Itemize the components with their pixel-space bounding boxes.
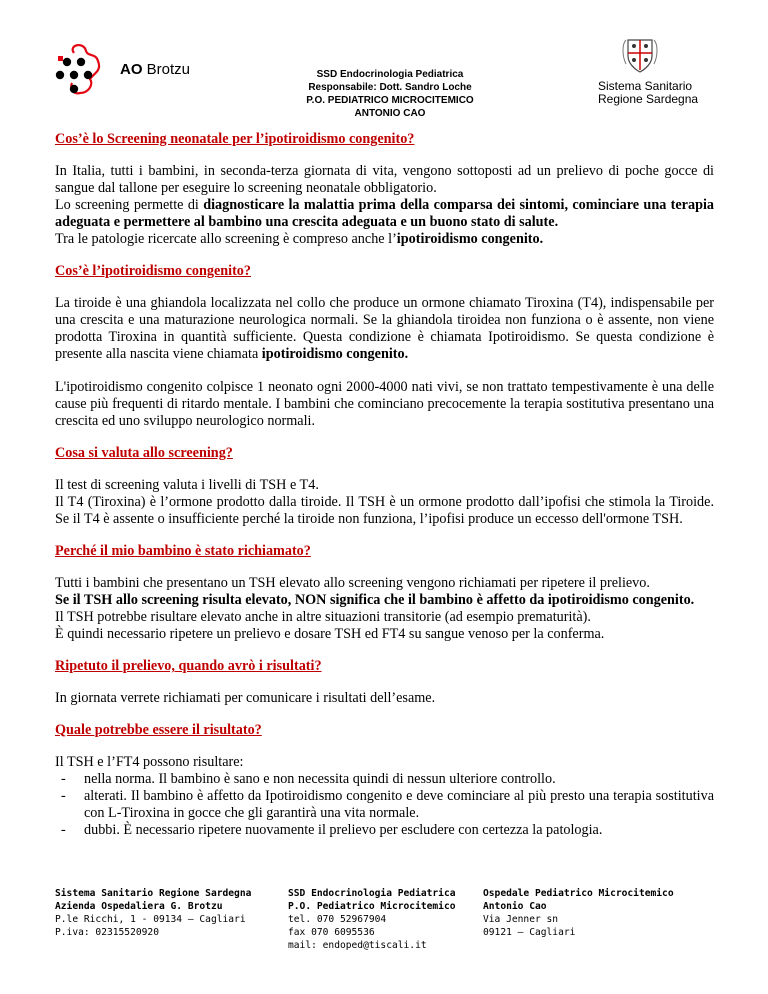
- paragraph: Lo screening permette di diagnosticare la malattia prima della comparsa dei sintomi, cominciare una terapia adeguata e permettere al bambino una crescita adeguata e un buono stato di salute.: [55, 197, 714, 230]
- regione-sardegna-logo: [590, 36, 710, 108]
- paragraph: Se il TSH allo screening risulta elevato, NON significa che il bambino è affetto da ipotiroidismo congenito.: [55, 592, 695, 608]
- header-center: [250, 68, 530, 120]
- brotzu-label: Brotzu: [146, 61, 191, 78]
- paragraph: In giornata verrete richiamati per comunicare i risultati dell’esame.: [55, 690, 436, 706]
- list-item: - alterati. Il bambino è affetto da Ipotiroidismo congenito e deve cominciare al più presto una terapia sostitutiva con L-Tiroxina in gocce che gli garantirà una vita normale.: [61, 788, 714, 821]
- ao-brotzu-label: [120, 61, 190, 78]
- list-item: - nella norma. Il bambino è sano e non necessita quindi di nessun ulteriore controllo.: [61, 771, 556, 787]
- paragraph: Il test di screening valuta i livelli di TSH e T4.: [55, 477, 319, 493]
- paragraph: In Italia, tutti i bambini, in seconda-terza giornata di vita, vengono sottoposti ad un prelievo di poche gocce di sangue dal tallone per eseguire lo screening neonatale obbligatorio.: [55, 163, 714, 196]
- paragraph: È quindi necessario ripetere un prelievo e dosare TSH ed FT4 su sangue venoso per la conferma.: [55, 626, 605, 642]
- section-title-risultati: Ripetuto il prelievo, quando avrò i risultati?: [55, 658, 322, 674]
- header-line-4: ANTONIO CAO: [354, 108, 426, 119]
- header-line-1: SSD Endocrinologia Pediatrica: [316, 69, 464, 80]
- paragraph: Tutti i bambini che presentano un TSH elevato allo screening vengono richiamati per ripetere il prelievo.: [55, 575, 650, 591]
- rs-line-1: Sistema Sanitario: [598, 79, 693, 93]
- paragraph: La tiroide è una ghiandola localizzata nel collo che produce un ormone chiamato Tiroxina (T4), indispensabile per una crescita e una maturazione neurologica normali. Se la ghiandola tiroidea non funziona o è assente, non viene prodotta Tiroxina in quantità sufficiente. Questa condizione è chiamata Ipotiroidismo. Se questa condizione è presente alla nascita viene chiamata ipotiroidismo congenito.: [55, 295, 714, 362]
- ao-brotzu-logo: [50, 43, 210, 103]
- list-item: - dubbi. È necessario ripetere nuovamente il prelievo per escludere con certezza la patologia.: [61, 822, 603, 838]
- header-line-2: Responsabile: Dott. Sandro Loche: [308, 82, 472, 93]
- paragraph: Il TSH potrebbe risultare elevato anche in altre situazioni transitorie (ad esempio prematurità).: [55, 609, 591, 625]
- footer-col-ssd: SSD Endocrinologia Pediatrica P.O. Pediatrico Microcitemico tel. 070 52967904 fax 070 6095536 mail: endoped@tiscali.it: [288, 888, 456, 951]
- result-list: [55, 771, 714, 839]
- rs-line-2: Regione Sardegna: [598, 92, 699, 106]
- ao-label: AO: [120, 61, 143, 78]
- paragraph: Tra le patologie ricercate allo screening è compreso anche l’ipotiroidismo congenito.: [55, 231, 544, 247]
- section-title-ipotiroidismo: Cos’è l’ipotiroidismo congenito?: [55, 263, 251, 279]
- paragraph: L'ipotiroidismo congenito colpisce 1 neonato ogni 2000-4000 nati vivi, se non trattato tempestivamente è una delle cause più frequenti di ritardo mentale. I bambini che cominciano precocemente la terapia sostitutiva presentano una crescita ed uno sviluppo neurologico normali.: [55, 379, 714, 429]
- paragraph: Il TSH e l’FT4 possono risultare:: [55, 754, 244, 770]
- section-title-valutazione: Cosa si valuta allo screening?: [55, 445, 233, 461]
- header-line-3: P.O. PEDIATRICO MICROCITEMICO: [306, 95, 474, 106]
- section-title-esito: Quale potrebbe essere il risultato?: [55, 722, 262, 738]
- footer-col-azienda: Sistema Sanitario Regione Sardegna Azienda Ospedaliera G. Brotzu P.le Ricchi, 1 - 09134 – Cagliari P.iva: 02315520920: [55, 888, 252, 938]
- regione-sardegna-crest-icon: [620, 36, 660, 76]
- footer-col-ospedale: Ospedale Pediatrico Microcitemico Antonio Cao Via Jenner sn 09121 – Cagliari: [483, 888, 674, 938]
- document-body: [55, 131, 714, 839]
- section-title-richiamo: Perché il mio bambino è stato richiamato?: [55, 543, 311, 559]
- paragraph: Il T4 (Tiroxina) è l’ormone prodotto dalla tiroide. Il TSH è un ormone prodotto dall’ipofisi che stimola la Tiroide. Se il T4 è assente o insufficiente perché la tiroide non funziona, l’ipofisi produce un eccesso dell'ormone TSH.: [55, 494, 714, 527]
- regione-sardegna-label: [598, 80, 698, 106]
- section-title-screening: Cos’è lo Screening neonatale per l’ipotiroidismo congenito?: [55, 131, 415, 147]
- ao-brotzu-logo-icon: [50, 43, 112, 103]
